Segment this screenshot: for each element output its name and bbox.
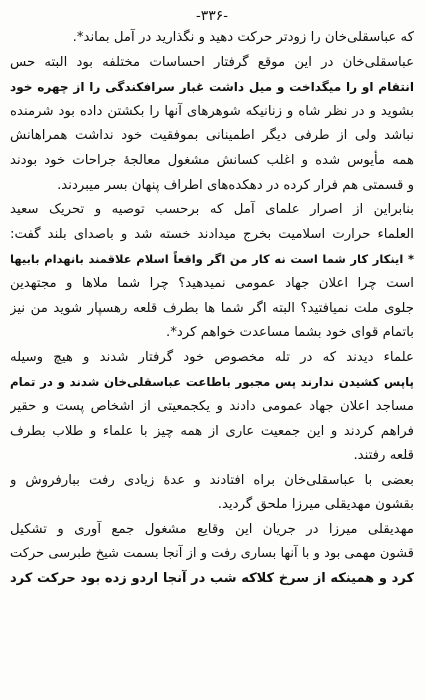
text-line: بشوید و در نظر شاه و زنانیکه شوهرهای آنها را بکشتن داده بود شرمنده (10, 103, 414, 119)
text-line: قشون مهمی بود و با آنها بساری رفت و از آنجا بسمت شیخ طبرسی حرکت (10, 546, 414, 562)
text-line: باتمام قوای خود بشما مساعدت خواهم کرد*. (166, 325, 414, 341)
text-line: همه مأیوس شده و اغلب کسانش مشغول معالجهٔ جراحات خود بودند (10, 152, 414, 168)
paragraph (10, 469, 414, 518)
text-line: نباشد ولی از طرفی دیگر اطمینانی بموفقیت خود نداشت همراهانش (10, 128, 414, 144)
text-line: بعضی با عباسقلی‌خان براه افتادند و عدهٔ زیادی رفت ببارفروش و (10, 472, 414, 488)
text-line: قلعه رفتند. (353, 448, 414, 464)
text-line: پاپس کشیدن ندارند پس مجبور باطاعت عباسقلی‌خان شدند و در تمام (10, 375, 414, 390)
text-line: و قسمتی هم فرار کرده در دهکده‌های اطراف پنهان بسر میبردند. (57, 177, 414, 193)
text-line: کرد و همینکه از سرخ کلاکه شب در آنجا اردو زده بود حرکت کرد (10, 571, 414, 587)
paragraph (10, 26, 414, 51)
text-line: مساجد اعلان جهاد عمومی دادند و یکجمعیتی از اشخاص پست و حقیر (10, 398, 414, 414)
text-line: است چرا اعلان جهاد عمومی نمیدهید؟ چرا شما ملاها و مجتهدین (10, 275, 414, 291)
paragraph (10, 51, 414, 199)
text-line: العلماء حرارت اسلامیت بخرج میدادند خسته شد و باصدای بلند گفت: (10, 226, 414, 242)
text-line: که عباسقلی‌خان را زودتر حرکت دهید و نگذارید در آمل بماند*. (72, 30, 414, 45)
paragraph (10, 198, 414, 346)
text-line: * اینکار کار شما است نه کار من اگر واقعاً اسلام علاقمند بانهدام بابیها (10, 252, 414, 267)
text-line: علماء دیدند که در تله مخصوص خود گرفتار شدند و هیچ وسیله (10, 349, 414, 365)
text-line: مهدیقلی میرزا در جریان این وقایع مشغول جمع آوری و تشکیل (10, 521, 414, 537)
paragraph (10, 346, 414, 469)
body-text (10, 26, 414, 592)
text-line: انتقام او را میگداخت و میل داشت غبار سرافکندگی را از چهره خود (10, 80, 414, 95)
text-line: فراهم کردند و این جمعیت عاری از همه چیز با علماء و طلاب بطرف (10, 423, 414, 439)
text-line: بقشون مهدیقلی میرزا ملحق گردید. (217, 497, 414, 513)
paragraph (10, 518, 414, 592)
text-line: جلوی ملت نمیافتید؟ البته اگر شما ها بطرف قلعه رهسپار شوید من نیز (10, 300, 414, 316)
page-number: -۳۳۶- (195, 8, 229, 24)
text-line: بنابراین از اصرار علمای آمل که برحسب توصیه و تحریک سعید (10, 202, 414, 218)
text-line: عباسقلی‌خان در این موقع گرفتار احساسات مختلفه بود البته حس (10, 54, 414, 70)
